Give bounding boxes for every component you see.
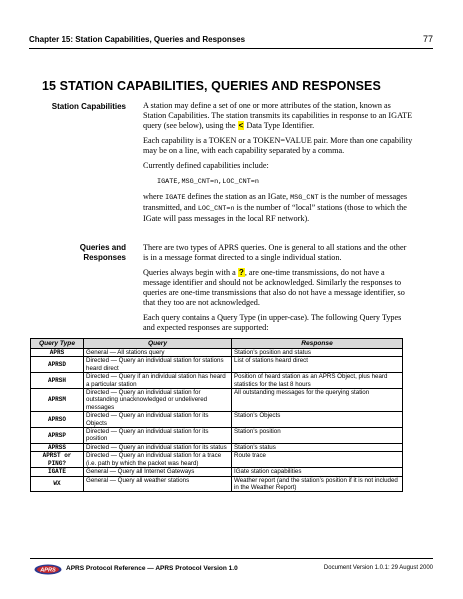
query-types-table	[30, 338, 403, 492]
table-row	[31, 412, 403, 428]
query-type-cell: APRSD	[31, 357, 84, 373]
response-cell: Station’s Objects	[232, 412, 403, 428]
response-cell: IGate station capabilities	[232, 468, 403, 476]
query-type-cell: APRSH	[31, 373, 84, 389]
table-row	[31, 373, 403, 389]
table-header-row	[31, 339, 403, 349]
query-cell: General — All stations query	[84, 349, 232, 357]
query-cell: Directed — Query an individual station for its Objects	[84, 412, 232, 428]
response-cell: Station’s position and status	[232, 349, 403, 357]
queries-body	[143, 243, 413, 338]
highlighted-identifier: ?	[238, 268, 244, 277]
query-type-cell: APRSS	[31, 443, 84, 451]
query-cell: Directed — Query an individual station for outstanding unacknowledged or undelivered messages	[84, 389, 232, 412]
paragraph: Each query contains a Query Type (in upper-case). The following Query Types and expected responses are supported:	[143, 313, 402, 332]
sidebar-label-queries: Queries and Responses	[79, 243, 126, 262]
table-row	[31, 468, 403, 476]
response-cell: Station’s status	[232, 443, 403, 451]
paragraph: Each capability is a TOKEN or a TOKEN=VALUE pair. More than one capability may be on a line, with each capability separated by a comma.	[143, 136, 413, 155]
query-cell: General — Query all weather stations	[84, 476, 232, 492]
query-type-cell: APRSO	[31, 412, 84, 428]
table-row	[31, 443, 403, 451]
table-row	[31, 389, 403, 412]
response-cell: All outstanding messages for the querying station	[232, 389, 403, 412]
paragraph: There are two types of APRS queries. One is general to all stations and the other is in a message format directed to a single individual station.	[143, 243, 407, 262]
paragraph: Currently defined capabilities include:	[143, 161, 269, 170]
response-cell: Route trace	[232, 452, 403, 468]
highlighted-identifier: <	[238, 121, 244, 130]
query-type-cell: WX	[31, 476, 84, 492]
query-type-cell: IGATE	[31, 468, 84, 476]
column-header: Query	[84, 339, 232, 349]
query-cell: General — Query all Internet Gateways	[84, 468, 232, 476]
paragraph: where IGATE defines the station as an IGate, MSG_CNT is the number of messages transmitted, and LOC_CNT=n is the number of “local” stations (those to which the IGate will pass messages in the local RF network).	[143, 192, 408, 223]
response-cell: Weather report (and the station’s position if it is not included in the Weather Report)	[232, 476, 403, 492]
response-cell: List of stations heard direct	[232, 357, 403, 373]
query-cell: Directed — Query an individual station for its position	[84, 428, 232, 444]
query-type-cell: APRSM	[31, 389, 84, 412]
sidebar-label-station-capabilities: Station Capabilities	[51, 102, 126, 111]
page-number: 77	[422, 34, 433, 44]
query-cell: Directed — Query if an individual station has heard a particular station	[84, 373, 232, 389]
code-line: IGATE,MSG_CNT=n,LOC_CNT=n	[157, 178, 259, 186]
station-capabilities-body	[143, 101, 413, 229]
query-cell: Directed — Query an individual station for stations heard direct	[84, 357, 232, 373]
query-type-cell: APRSP	[31, 428, 84, 444]
table-row	[31, 452, 403, 468]
response-cell: Position of heard station as an APRS Object, plus heard statistics for the last 8 hours	[232, 373, 403, 389]
table-row	[31, 476, 403, 492]
footer-document-title: APRS Protocol Reference — APRS Protocol Version 1.0	[66, 565, 238, 572]
chapter-title: Chapter 15: Station Capabilities, Queries and Responses	[29, 35, 246, 44]
query-type-cell: APRST or PING?	[31, 452, 84, 468]
footer-version: Document Version 1.0.1: 29 August 2000	[323, 565, 433, 571]
column-header: Query Type	[31, 339, 84, 349]
table-row	[31, 428, 403, 444]
query-cell: Directed — Query an individual station for a trace (i.e. path by which the packet was heard)	[84, 452, 232, 468]
column-header: Response	[232, 339, 403, 349]
svg-text:APRS: APRS	[40, 567, 56, 574]
paragraph: A station may define a set of one or more attributes of the station, known as Station Capabilities. The station transmits its capabilities in response to an IGATE query (see below), using the < Data Type Identifier.	[143, 101, 413, 130]
section-heading: 15 STATION CAPABILITIES, QUERIES AND RESPONSES	[42, 79, 381, 93]
table-row	[31, 357, 403, 373]
running-header	[29, 35, 433, 49]
response-cell: Station’s position	[232, 428, 403, 444]
query-type-cell: APRS	[31, 349, 84, 357]
paragraph: Queries always begin with a ?, are one-time transmissions, do not have a message identifier and should not be acknowledged. Similarly the responses to queries are one-time transmissions that also do not have a message identifier, so that they too are not acknowledged.	[143, 268, 405, 307]
table-row	[31, 349, 403, 357]
page-footer	[30, 558, 433, 572]
aprs-logo-icon	[34, 564, 62, 575]
query-cell: Directed — Query an individual station for its status	[84, 443, 232, 451]
